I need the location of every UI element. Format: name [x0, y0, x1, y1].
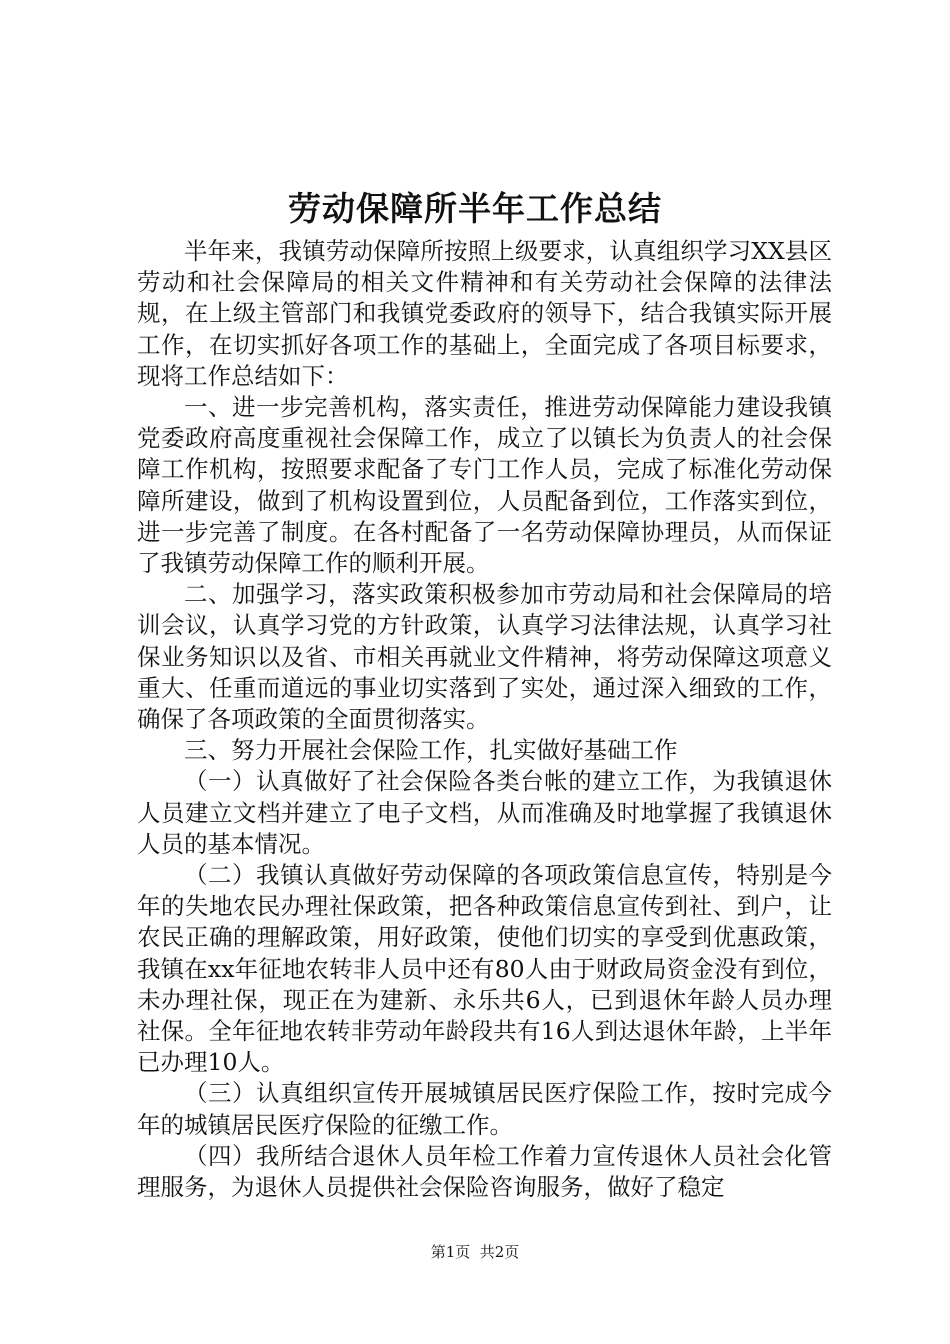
page-footer — [0, 1242, 950, 1262]
document-title: 劳动保障所半年工作总结 — [288, 189, 662, 228]
paragraph-item-4: （四）我所结合退休人员年检工作着力宣传退休人员社会化管理服务，为退休人员提供社会保险咨询服务，做好了稳定 — [137, 1141, 832, 1202]
paragraph-item-1: （一）认真做好了社会保险各类台帐的建立工作，为我镇退休人员建立文档并建立了电子文档，从而准确及时地掌握了我镇退休人员的基本情况。 — [137, 767, 832, 858]
paragraph-item-2: （二）我镇认真做好劳动保障的各项政策信息宣传，特别是今年的失地农民办理社保政策，把各种政策信息宣传到社、到户，让农民正确的理解政策，用好政策，使他们切实的享受到优惠政策，我镇在xx年征地农转非人员中还有80人由于财政局资金没有到位，未办理社保，现正在为建新、永乐共6人，已到退休年龄人员办理社保。全年征地农转非劳动年龄段共有16人到达退休年龄，上半年已办理10人。 — [137, 861, 832, 1077]
paragraph-section-1: 一、进一步完善机构，落实责任，推进劳动保障能力建设我镇党委政府高度重视社会保障工作，成立了以镇长为负责人的社会保障工作机构，按照要求配备了专门工作人员，完成了标准化劳动保障所建设，做到了机构设置到位，人员配备到位，工作落实到位，进一步完善了制度。在各村配备了一名劳动保障协理员，从而保证了我镇劳动保障工作的顺利开展。 — [137, 393, 832, 578]
document-body — [137, 236, 832, 1203]
paragraph-intro: 半年来，我镇劳动保障所按照上级要求，认真组织学习XX县区劳动和社会保障局的相关文件精神和有关劳动社会保障的法律法规，在上级主管部门和我镇党委政府的领导下，结合我镇实际开展工作，在切实抓好各项工作的基础上，全面完成了各项目标要求，现将工作总结如下： — [137, 237, 832, 390]
page-number: 第1页 共2页 — [430, 1243, 520, 1261]
paragraph-section-2: 二、加强学习，落实政策积极参加市劳动局和社会保障局的培训会议，认真学习党的方针政策，认真学习法律法规，认真学习社保业务知识以及省、市相关再就业文件精神，将劳动保障这项意义重大、任重而道远的事业切实落到了实处，通过深入细致的工作，确保了各项政策的全面贯彻落实。 — [137, 580, 832, 734]
paragraph-item-3: （三）认真组织宣传开展城镇居民医疗保险工作，按时完成今年的城镇居民医疗保险的征缴工作。 — [137, 1079, 832, 1139]
paragraph-section-3-heading: 三、努力开展社会保险工作，扎实做好基础工作 — [184, 736, 678, 765]
